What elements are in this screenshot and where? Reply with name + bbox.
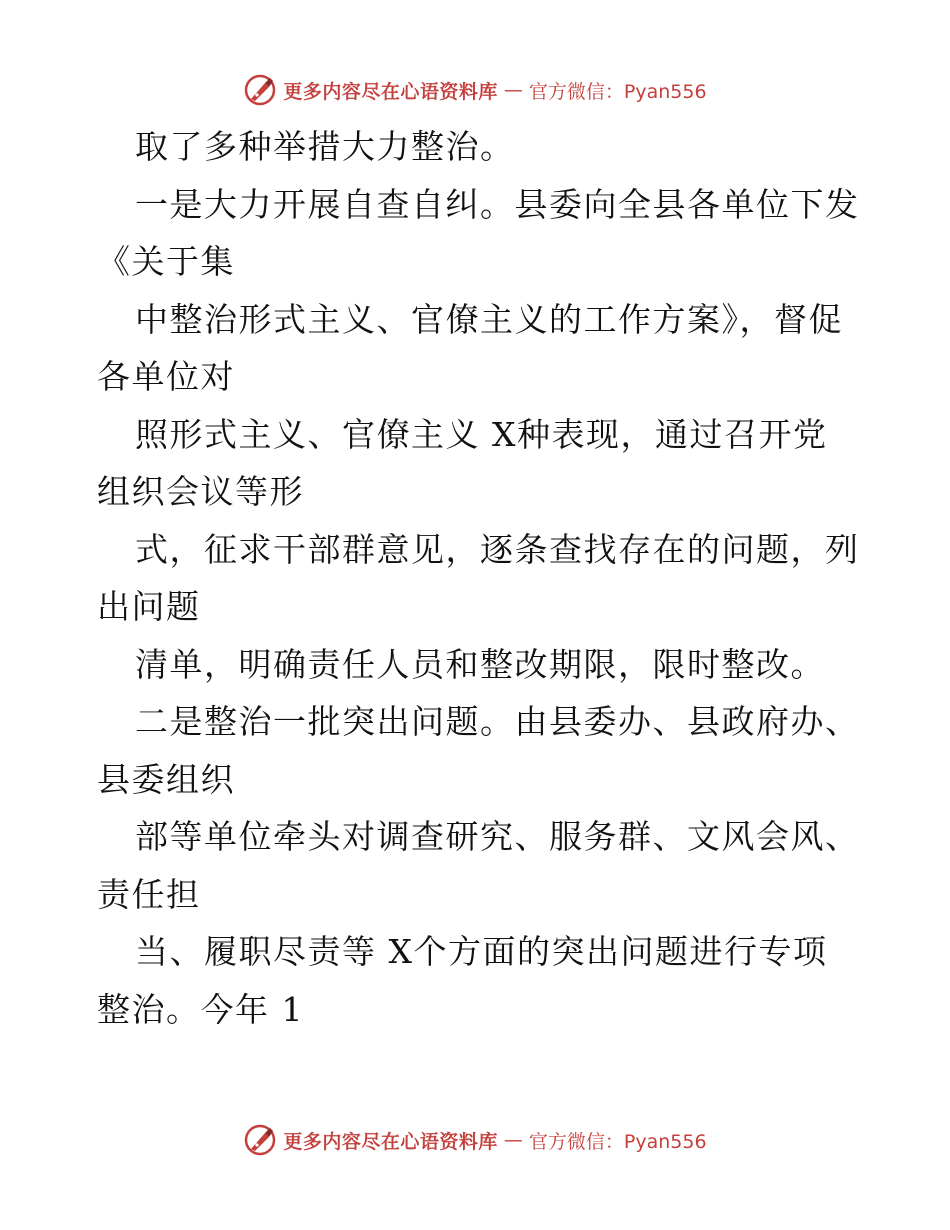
footer-watermark-banner — [0, 1120, 950, 1160]
document-body — [97, 118, 860, 1038]
watermark-separator: — — [503, 1129, 523, 1151]
pen-nib-logo-icon — [243, 73, 277, 107]
text-line-continued: 《关于集 — [97, 242, 235, 281]
watermark-separator: — — [503, 79, 523, 101]
watermark-text: 更多内容尽在心语资料库 — [283, 1130, 498, 1153]
watermark-text: 更多内容尽在心语资料库 — [283, 80, 498, 103]
text-line-continued: 整治。今年 1 — [97, 989, 304, 1029]
watermark-contact: 官方微信：Pyan556 — [528, 80, 707, 103]
text-line: 照形式主义、官僚主义 X种表现，通过召开党 — [135, 414, 828, 454]
text-line: 中整治形式主义、官僚主义的工作方案》，督促 — [135, 299, 843, 339]
text-line-continued: 各单位对 — [97, 357, 235, 396]
text-line-continued: 县委组织 — [97, 759, 235, 799]
text-line: 部等单位牵头对调查研究、服务群、文风会风、 — [135, 817, 860, 856]
text-line: 取了多种举措大力整治。 — [135, 127, 515, 166]
text-line: 一是大力开展自查自纠。县委向全县各单位下发 — [135, 184, 860, 224]
watermark-contact: 官方微信：Pyan556 — [528, 1130, 707, 1153]
text-line: 当、履职尽责等 X个方面的突出问题进行专项 — [135, 932, 828, 971]
text-line: 式，征求干部群意见，逐条查找存在的问题，列 — [135, 529, 860, 569]
text-line: 二是整治一批突出问题。由县委办、县政府办、 — [135, 702, 860, 741]
pen-nib-logo-icon — [243, 1123, 277, 1157]
header-watermark-banner — [0, 70, 950, 110]
text-line-continued: 责任担 — [97, 874, 201, 914]
text-line-continued: 组织会议等形 — [97, 472, 304, 511]
text-line-continued: 出问题 — [97, 587, 201, 626]
text-line: 清单，明确责任人员和整改期限，限时整改。 — [135, 644, 825, 684]
